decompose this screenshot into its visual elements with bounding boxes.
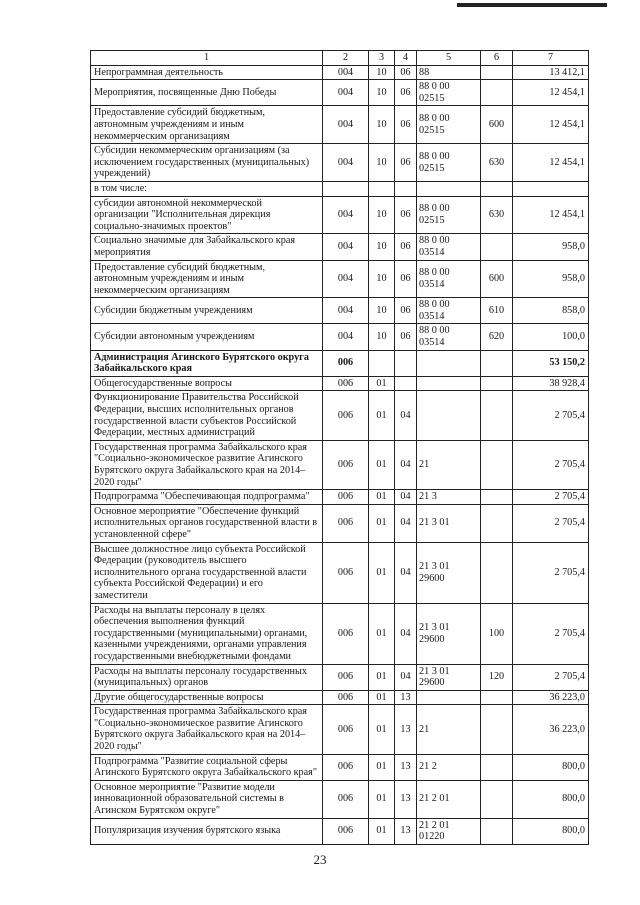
target-article-cell: 21 2 01 [417,780,481,818]
row-name-cell: Общегосударственные вопросы [91,376,323,391]
expense-type-cell [481,234,513,260]
target-article-cell [417,690,481,705]
expense-type-cell [481,350,513,376]
table-header-row [91,51,589,66]
column-number-cell: 4 [395,51,417,66]
target-article-cell [417,181,481,196]
target-article-cell: 21 [417,440,481,489]
expense-type-cell [481,65,513,80]
amount-cell: 2 705,4 [513,603,589,664]
section-code-cell: 01 [369,664,395,690]
table-row [91,65,589,80]
ministry-code-cell: 004 [323,324,369,350]
table-row [91,391,589,440]
amount-cell: 958,0 [513,234,589,260]
column-number-cell: 5 [417,51,481,66]
ministry-code-cell: 006 [323,690,369,705]
target-article-cell: 21 3 01 29600 [417,603,481,664]
table-row [91,490,589,505]
amount-cell: 36 223,0 [513,705,589,754]
amount-cell: 100,0 [513,324,589,350]
table-row [91,705,589,754]
section-code-cell [369,181,395,196]
section-code-cell: 10 [369,324,395,350]
expense-type-cell [481,705,513,754]
subsection-code-cell: 04 [395,391,417,440]
column-number-cell: 7 [513,51,589,66]
row-name-cell: Мероприятия, посвященные Дню Победы [91,80,323,106]
amount-cell: 38 928,4 [513,376,589,391]
target-article-cell: 88 0 00 02515 [417,144,481,182]
table-row [91,542,589,603]
amount-cell: 12 454,1 [513,144,589,182]
expense-type-cell [481,440,513,489]
row-name-cell: Предоставление субсидий бюджетным, автономным учреждениям и иным некоммерческим организациям [91,106,323,144]
budget-table [90,50,589,845]
section-code-cell: 10 [369,80,395,106]
row-name-cell: Государственная программа Забайкальского края "Социально-экономическое развитие Агинского Бурятского округа Забайкальского края на 2014–2020 годы" [91,440,323,489]
section-code-cell: 10 [369,65,395,80]
target-article-cell: 88 0 00 03514 [417,234,481,260]
ministry-code-cell: 004 [323,80,369,106]
row-name-cell: Администрация Агинского Бурятского округа Забайкальского края [91,350,323,376]
ministry-code-cell: 006 [323,542,369,603]
table-row [91,440,589,489]
ministry-code-cell: 006 [323,818,369,844]
table-row [91,80,589,106]
amount-cell: 2 705,4 [513,440,589,489]
row-name-cell: Государственная программа Забайкальского края "Социально-экономическое развитие Агинского Бурятского округа Забайкальского края на 2014–2020 годы" [91,705,323,754]
target-article-cell: 88 0 00 03514 [417,324,481,350]
row-name-cell: Популяризация изучения бурятского языка [91,818,323,844]
target-article-cell: 88 0 00 02515 [417,196,481,234]
amount-cell: 12 454,1 [513,106,589,144]
table-row [91,603,589,664]
column-number-cell: 6 [481,51,513,66]
target-article-cell: 88 [417,65,481,80]
subsection-code-cell: 04 [395,542,417,603]
subsection-code-cell [395,181,417,196]
expense-type-cell [481,181,513,196]
subsection-code-cell [395,376,417,391]
subsection-code-cell: 06 [395,106,417,144]
section-code-cell: 01 [369,490,395,505]
section-code-cell: 01 [369,504,395,542]
column-number-cell: 1 [91,51,323,66]
subsection-code-cell: 06 [395,298,417,324]
row-name-cell: Основное мероприятие "Развитие модели инновационной образовательной системы в Агинском Бурятском округе" [91,780,323,818]
subsection-code-cell: 06 [395,324,417,350]
ministry-code-cell: 006 [323,754,369,780]
subsection-code-cell: 06 [395,80,417,106]
table-row [91,106,589,144]
page-number: 23 [313,852,327,867]
ministry-code-cell: 006 [323,350,369,376]
section-code-cell: 01 [369,391,395,440]
ministry-code-cell: 004 [323,106,369,144]
subsection-code-cell: 13 [395,818,417,844]
amount-cell: 2 705,4 [513,664,589,690]
ministry-code-cell: 004 [323,260,369,298]
table-row [91,298,589,324]
target-article-cell: 88 0 00 02515 [417,106,481,144]
amount-cell: 2 705,4 [513,542,589,603]
target-article-cell [417,350,481,376]
section-code-cell: 10 [369,196,395,234]
table-row [91,144,589,182]
row-name-cell: Функционирование Правительства Российской Федерации, высших исполнительных органов государственной власти субъектов Российской Федерации, местных администраций [91,391,323,440]
section-code-cell [369,350,395,376]
section-code-cell: 10 [369,144,395,182]
subsection-code-cell: 13 [395,754,417,780]
target-article-cell [417,391,481,440]
table-row [91,780,589,818]
section-code-cell: 10 [369,298,395,324]
subsection-code-cell: 04 [395,440,417,489]
row-name-cell: Другие общегосударственные вопросы [91,690,323,705]
expense-type-cell: 620 [481,324,513,350]
expense-type-cell [481,490,513,505]
row-name-cell: Субсидии некоммерческим организациям (за исключением государственных (муниципальных) учреждений) [91,144,323,182]
subsection-code-cell: 13 [395,780,417,818]
row-name-cell: Подпрограмма "Развитие социальной сферы Агинского Бурятского округа Забайкальского края" [91,754,323,780]
table-row [91,324,589,350]
amount-cell: 800,0 [513,818,589,844]
table-row [91,376,589,391]
amount-cell: 13 412,1 [513,65,589,80]
target-article-cell: 21 3 01 29600 [417,542,481,603]
ministry-code-cell: 006 [323,490,369,505]
expense-type-cell: 100 [481,603,513,664]
ministry-code-cell: 004 [323,234,369,260]
amount-cell: 958,0 [513,260,589,298]
subsection-code-cell: 13 [395,690,417,705]
expense-type-cell [481,504,513,542]
ministry-code-cell: 004 [323,196,369,234]
target-article-cell: 21 2 [417,754,481,780]
table-row [91,664,589,690]
amount-cell: 2 705,4 [513,490,589,505]
amount-cell: 53 150,2 [513,350,589,376]
section-code-cell: 01 [369,542,395,603]
column-number-cell: 3 [369,51,395,66]
ministry-code-cell: 006 [323,391,369,440]
target-article-cell: 21 3 01 29600 [417,664,481,690]
section-code-cell: 01 [369,818,395,844]
target-article-cell: 21 3 01 [417,504,481,542]
table-row [91,818,589,844]
row-name-cell: Подпрограмма "Обеспечивающая подпрограмма" [91,490,323,505]
amount-cell: 2 705,4 [513,504,589,542]
amount-cell: 12 454,1 [513,196,589,234]
target-article-cell: 21 3 [417,490,481,505]
amount-cell: 858,0 [513,298,589,324]
expense-type-cell [481,376,513,391]
expense-type-cell: 120 [481,664,513,690]
target-article-cell: 88 0 00 02515 [417,80,481,106]
expense-type-cell [481,780,513,818]
table-body [91,51,589,845]
row-name-cell: Субсидии бюджетным учреждениям [91,298,323,324]
table-row [91,196,589,234]
amount-cell: 800,0 [513,754,589,780]
ministry-code-cell: 006 [323,603,369,664]
row-name-cell: Основное мероприятие "Обеспечение функций исполнительных органов государственной власти в установленной сфере" [91,504,323,542]
subsection-code-cell: 06 [395,234,417,260]
subsection-code-cell: 06 [395,65,417,80]
table-row [91,260,589,298]
ministry-code-cell [323,181,369,196]
expense-type-cell: 600 [481,260,513,298]
row-name-cell: Расходы на выплаты персоналу государственных (муниципальных) органов [91,664,323,690]
table-row [91,754,589,780]
target-article-cell [417,376,481,391]
table-row [91,690,589,705]
subsection-code-cell [395,350,417,376]
ministry-code-cell: 004 [323,298,369,324]
row-name-cell: Субсидии автономным учреждениям [91,324,323,350]
ministry-code-cell: 006 [323,440,369,489]
section-code-cell: 01 [369,376,395,391]
section-code-cell: 10 [369,260,395,298]
subsection-code-cell: 04 [395,504,417,542]
expense-type-cell [481,542,513,603]
subsection-code-cell: 04 [395,664,417,690]
expense-type-cell: 610 [481,298,513,324]
expense-type-cell [481,80,513,106]
subsection-code-cell: 04 [395,490,417,505]
expense-type-cell [481,818,513,844]
row-name-cell: Непрограммная деятельность [91,65,323,80]
table-row [91,181,589,196]
section-code-cell: 01 [369,440,395,489]
ministry-code-cell: 006 [323,504,369,542]
ministry-code-cell: 006 [323,376,369,391]
subsection-code-cell: 06 [395,196,417,234]
section-code-cell: 01 [369,780,395,818]
expense-type-cell: 630 [481,196,513,234]
subsection-code-cell: 04 [395,603,417,664]
section-code-cell: 01 [369,705,395,754]
subsection-code-cell: 06 [395,144,417,182]
ministry-code-cell: 004 [323,65,369,80]
table-row [91,504,589,542]
target-article-cell: 21 2 01 01220 [417,818,481,844]
row-name-cell: Предоставление субсидий бюджетным, автономным учреждениям и иным некоммерческим организациям [91,260,323,298]
table-row [91,234,589,260]
section-code-cell: 01 [369,603,395,664]
scan-edge-mark [457,3,607,7]
row-name-cell: в том числе: [91,181,323,196]
target-article-cell: 21 [417,705,481,754]
table-row [91,350,589,376]
target-article-cell: 88 0 00 03514 [417,260,481,298]
column-number-cell: 2 [323,51,369,66]
expense-type-cell [481,754,513,780]
ministry-code-cell: 006 [323,664,369,690]
section-code-cell: 10 [369,106,395,144]
section-code-cell: 01 [369,690,395,705]
subsection-code-cell: 13 [395,705,417,754]
target-article-cell: 88 0 00 03514 [417,298,481,324]
section-code-cell: 01 [369,754,395,780]
expense-type-cell: 600 [481,106,513,144]
amount-cell: 36 223,0 [513,690,589,705]
row-name-cell: Расходы на выплаты персоналу в целях обеспечения выполнения функций государственными (муниципальными) органами, казенными учреждениями, органами управления государственными внебюджетными фондами [91,603,323,664]
amount-cell: 12 454,1 [513,80,589,106]
amount-cell [513,181,589,196]
expense-type-cell: 630 [481,144,513,182]
row-name-cell: субсидии автономной некоммерческой организации "Исполнительная дирекция социально-значимых проектов" [91,196,323,234]
expense-type-cell [481,391,513,440]
amount-cell: 800,0 [513,780,589,818]
row-name-cell: Высшее должностное лицо субъекта Российской Федерации (руководитель высшего исполнительного органа государственной власти субъекта Российской Федерации) и его заместители [91,542,323,603]
ministry-code-cell: 006 [323,780,369,818]
subsection-code-cell: 06 [395,260,417,298]
expense-type-cell [481,690,513,705]
row-name-cell: Социально значимые для Забайкальского края мероприятия [91,234,323,260]
amount-cell: 2 705,4 [513,391,589,440]
section-code-cell: 10 [369,234,395,260]
ministry-code-cell: 004 [323,144,369,182]
ministry-code-cell: 006 [323,705,369,754]
